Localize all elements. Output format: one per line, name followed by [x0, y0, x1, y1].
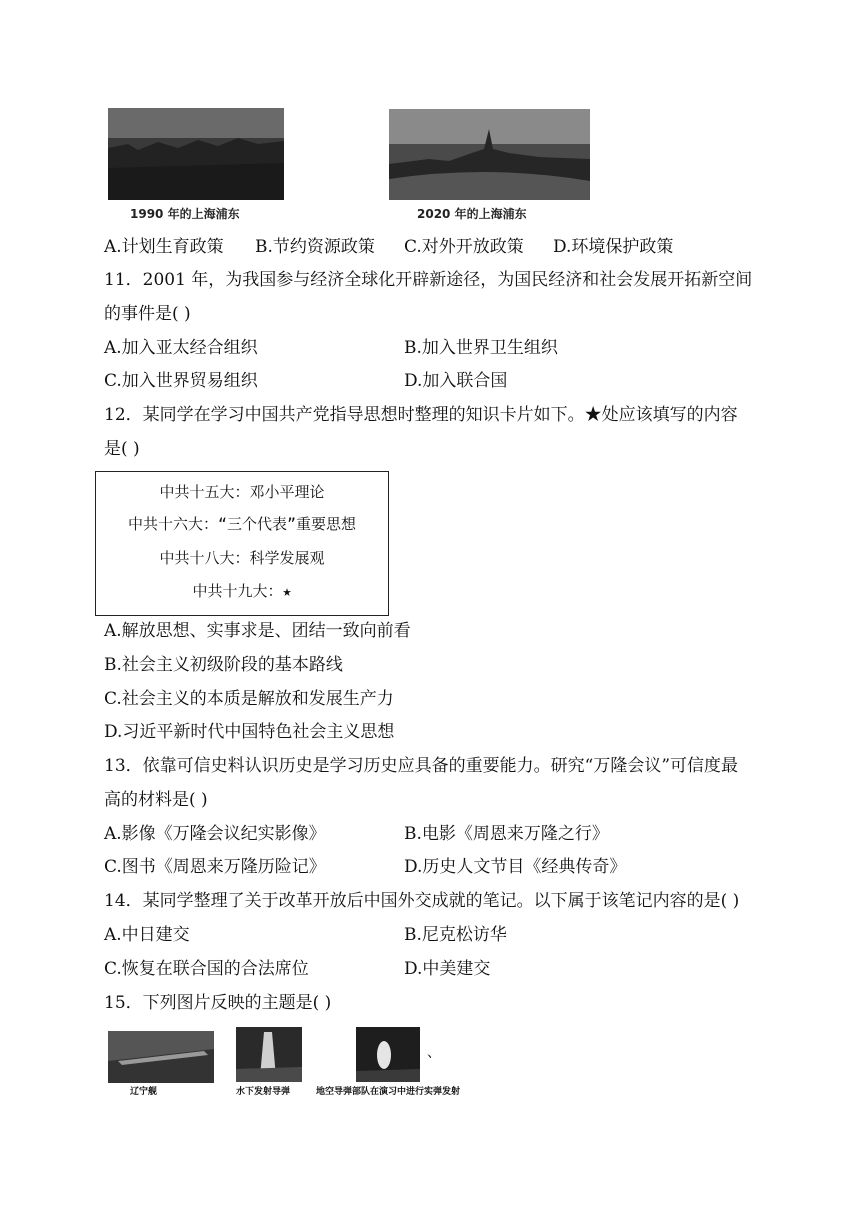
q13-option-c: C.图书《周恩来万隆历险记》 [104, 857, 326, 877]
caption-underwater-missile: 水下发射导弹 [236, 1087, 291, 1097]
q13-stem: 13．依靠可信史料认识历史是学习历史应具备的重要能力。研究“万隆会议”可信度最 [104, 756, 739, 776]
photo-underwater-missile [236, 1027, 302, 1082]
q14-option-c: C.恢复在联合国的合法席位 [104, 959, 309, 979]
q12-stem-cont: 是( ) [104, 439, 140, 459]
q12-option-d: D.习近平新时代中国特色社会主义思想 [104, 722, 395, 742]
card-line-18th: 中共十八大：科学发展观 [159, 549, 325, 567]
q10-option-d: D.环境保护政策 [553, 237, 674, 257]
q12-option-c: C.社会主义的本质是解放和发展生产力 [104, 689, 394, 709]
caption-ground-air-missile: 地空导弹部队在演习中进行实弹发射 [316, 1087, 461, 1097]
q10-option-b: B.节约资源政策 [255, 237, 375, 257]
q14-option-a: A.中日建交 [104, 925, 190, 945]
q14-option-b: B.尼克松访华 [404, 925, 507, 945]
q11-option-c: C.加入世界贸易组织 [104, 371, 258, 391]
card-line-19th: 中共十九大：★ [192, 582, 292, 600]
q11-option-d: D.加入联合国 [404, 371, 508, 391]
q12-option-a: A.解放思想、实事求是、团结一致向前看 [104, 621, 411, 641]
q11-stem-cont: 的事件是( ) [104, 304, 191, 324]
knowledge-card [95, 471, 389, 616]
q13-option-b: B.电影《周恩来万隆之行》 [404, 824, 609, 844]
q15-stem: 15．下列图片反映的主题是( ) [104, 993, 332, 1013]
q14-stem: 14．某同学整理了关于改革开放后中国外交成就的笔记。以下属于该笔记内容的是( ) [104, 891, 740, 911]
q13-stem-cont: 高的材料是( ) [104, 790, 208, 810]
photo-pudong-2020 [389, 109, 590, 200]
card-line-15th: 中共十五大：邓小平理论 [159, 483, 325, 501]
photo-ground-air-missile [356, 1027, 420, 1082]
q12-option-b: B.社会主义初级阶段的基本路线 [104, 655, 343, 675]
photo-pudong-1990 [108, 108, 284, 200]
photo-liaoning-carrier [108, 1031, 214, 1083]
q14-option-d: D.中美建交 [404, 959, 491, 979]
card-line-16th: 中共十六大：“三个代表”重要思想 [127, 515, 357, 533]
q11-option-a: A.加入亚太经合组织 [104, 338, 258, 358]
photo-caption-2020: 2020 年的上海浦东 [417, 207, 527, 221]
q11-stem: 11．2001 年，为我国参与经济全球化开辟新途径，为国民经济和社会发展开拓新空间 [104, 270, 753, 290]
q15-mark: 、 [427, 1045, 441, 1061]
q10-option-c: C.对外开放政策 [404, 237, 524, 257]
caption-liaoning: 辽宁舰 [130, 1087, 158, 1097]
q11-option-b: B.加入世界卫生组织 [404, 338, 558, 358]
q10-option-a: A.计划生育政策 [104, 237, 224, 257]
q12-stem: 12．某同学在学习中国共产党指导思想时整理的知识卡片如下。★处应该填写的内容 [104, 405, 738, 425]
photo-caption-1990: 1990 年的上海浦东 [130, 207, 240, 221]
q13-option-a: A.影像《万隆会议纪实影像》 [104, 824, 326, 844]
q13-option-d: D.历史人文节目《经典传奇》 [404, 857, 627, 877]
